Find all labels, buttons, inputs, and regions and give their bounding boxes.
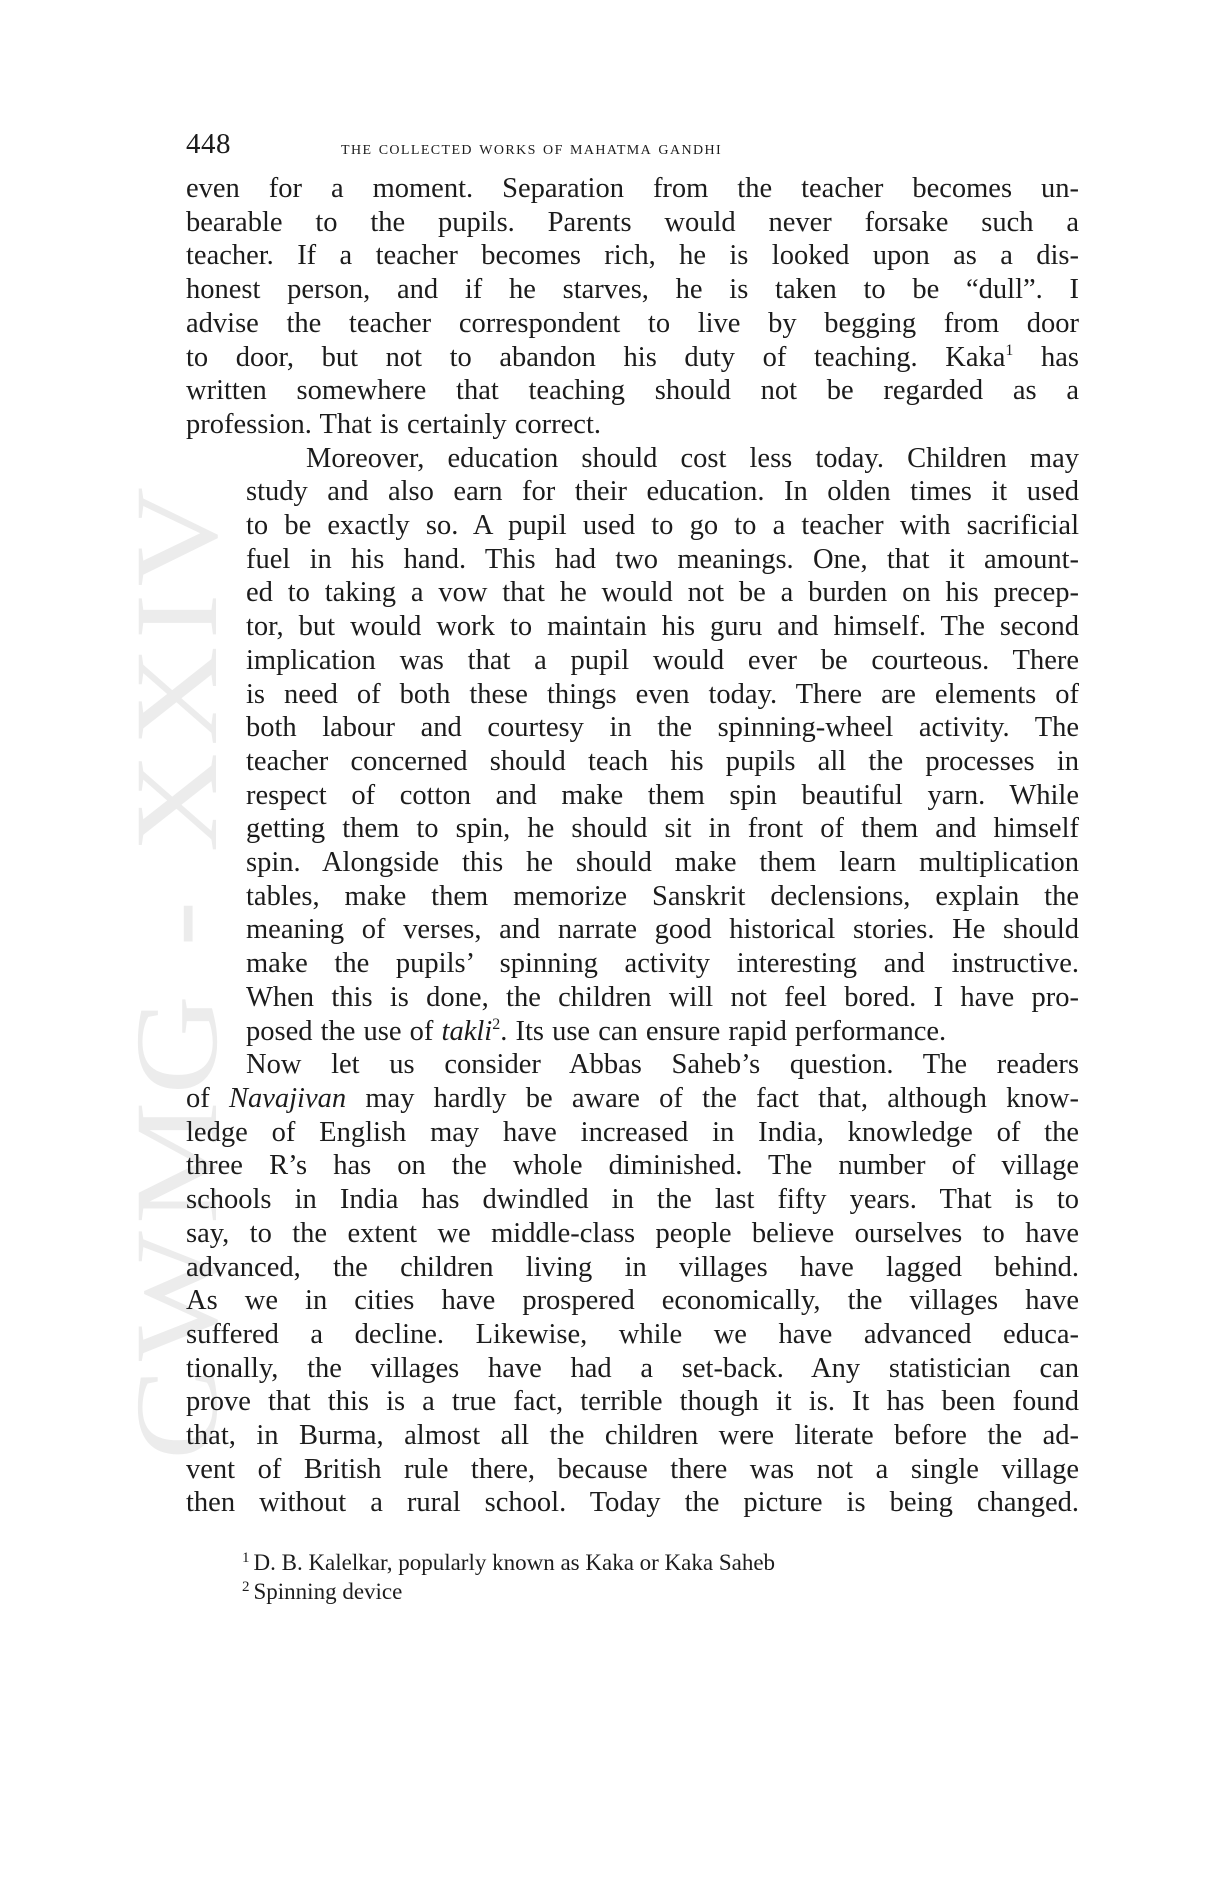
footnote-2 <box>242 1577 1079 1606</box>
text-segment: of <box>186 1082 229 1114</box>
text-segment: . Its use can ensure rapid performance. <box>500 1015 947 1047</box>
text-line: suffered a decline. Likewise, while we have advanced educa- <box>186 1318 1079 1350</box>
text-line: getting them to spin, he should sit in front of them and himself <box>246 813 1079 845</box>
text-line: Now let us consider Abbas Saheb’s question. The readers <box>246 1049 1079 1081</box>
paragraph-1 <box>186 172 1079 442</box>
text-line: tables, make them memorize Sanskrit declensions, explain the <box>246 880 1079 912</box>
text-line: to be exactly so. A pupil used to go to a teacher with sacrificial <box>246 510 1079 542</box>
text-line: Moreover, education should cost less today. Children may <box>306 442 1079 474</box>
text-line: implication was that a pupil would ever be courteous. There <box>246 644 1079 676</box>
text-segment: to door, but not to abandon his duty of teaching. Kaka <box>186 341 1006 373</box>
text-segment: posed the use of <box>246 1015 442 1047</box>
text-line: even for a moment. Separation from the teacher becomes un- <box>186 173 1079 204</box>
text-line-with-footnote <box>186 341 1079 375</box>
paragraph-2 <box>186 442 1079 1049</box>
text-line: teacher concerned should teach his pupils all the processes in <box>246 745 1079 777</box>
text-line: is need of both these things even today. There are elements of <box>246 678 1079 710</box>
text-line: ed to taking a vow that he would not be a burden on his precep- <box>246 577 1079 609</box>
footnote-number: 1 <box>242 1550 250 1567</box>
text-line: both labour and courtesy in the spinning-wheel activity. The <box>246 712 1079 744</box>
text-line: As we in cities have prospered economically, the villages have <box>186 1285 1079 1317</box>
text-line: make the pupils’ spinning activity interesting and instructive. <box>246 948 1079 980</box>
footnote-text: Spinning device <box>253 1579 403 1605</box>
text-segment: has <box>1013 341 1079 373</box>
text-line: respect of cotton and make them spin beautiful yarn. While <box>246 779 1079 811</box>
text-line: meaning of verses, and narrate good historical stories. He should <box>246 914 1079 946</box>
text-line: spin. Alongside this he should make them learn multiplication <box>246 847 1079 879</box>
text-line: bearable to the pupils. Parents would never forsake such a <box>186 206 1079 238</box>
text-line: prove that this is a true fact, terrible though it is. It has been found <box>186 1386 1079 1418</box>
text-line: written somewhere that teaching should not be regarded as a <box>186 375 1079 407</box>
text-line-with-footnote <box>186 1015 1079 1049</box>
text-line: schools in India has dwindled in the last fifty years. That is to <box>186 1184 1079 1216</box>
text-line: honest person, and if he starves, he is taken to be “dull”. I <box>186 274 1079 306</box>
text-line: advise the teacher correspondent to live by begging from door <box>186 307 1079 339</box>
italic-title: Navajivan <box>228 1082 347 1114</box>
body-text <box>186 172 1079 1520</box>
running-head <box>186 128 1079 168</box>
text-line: vent of British rule there, because there was not a single village <box>186 1453 1079 1485</box>
page <box>186 128 1079 1606</box>
text-line: ledge of English may have increased in India, knowledge of the <box>186 1116 1079 1148</box>
text-line: tor, but would work to maintain his guru and himself. The second <box>246 611 1079 643</box>
text-line: then without a rural school. Today the picture is being changed. <box>186 1487 1079 1519</box>
running-title: the collected works of mahatma gandhi <box>341 138 723 159</box>
text-line: say, to the extent we middle-class people believe ourselves to have <box>186 1217 1079 1249</box>
text-line-with-italic <box>186 1082 1079 1116</box>
footnote-number: 2 <box>242 1579 250 1596</box>
text-segment: may hardly be aware of the fact that, although know- <box>346 1082 1079 1114</box>
italic-term: takli <box>441 1015 493 1047</box>
footnote-marker-2: 2 <box>492 1015 501 1033</box>
footnote-marker-1: 1 <box>1005 341 1014 359</box>
page-number: 448 <box>186 128 231 160</box>
watermark-text: CWMG XXIV <box>128 620 238 1460</box>
text-line: three R’s has on the whole diminished. The number of village <box>186 1150 1079 1182</box>
text-line: profession. That is certainly correct. <box>186 408 601 440</box>
text-line: advanced, the children living in villages have lagged behind. <box>186 1251 1079 1283</box>
text-line: When this is done, the children will not feel bored. I have pro- <box>246 981 1079 1013</box>
paragraph-3 <box>186 1048 1079 1520</box>
text-line: study and also earn for their education. In olden times it used <box>246 476 1079 508</box>
footnote-1 <box>242 1548 1079 1577</box>
text-line: teacher. If a teacher becomes rich, he is looked upon as a dis- <box>186 240 1079 272</box>
text-line: that, in Burma, almost all the children were literate before the ad- <box>186 1420 1079 1452</box>
text-line: tionally, the villages have had a set-back. Any statistician can <box>186 1352 1079 1384</box>
footnotes <box>186 1548 1079 1606</box>
footnote-text: D. B. Kalelkar, popularly known as Kaka or Kaka Saheb <box>253 1550 776 1576</box>
text-line: fuel in his hand. This had two meanings. One, that it amount- <box>246 543 1079 575</box>
